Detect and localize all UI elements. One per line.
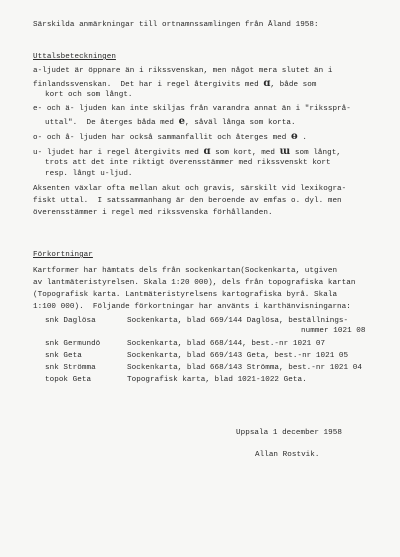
uttal-line-9: resp. långt u-ljud. <box>45 170 133 178</box>
signature-name: Allan Rostvik. <box>255 451 320 459</box>
document-title: Särskilda anmärkningar till ortnamnssamlingen från Åland 1958: <box>33 21 319 29</box>
forkortningar-line-3: (Topografisk karta. Lantmäteristyrelsens kartografiska byrå. Skala <box>33 291 338 299</box>
uttal-line-12: överensstämmer i regel med rikssvenska förhållanden. <box>33 209 273 217</box>
abbr-description: Sockenkarta, blad 669/144 Daglösa, beställnings- <box>127 317 349 325</box>
forkortningar-line-4: 1:100 000). Följande förkortningar har använts i karthänvisningarna: <box>33 303 351 311</box>
uttal-line-8: trots att det inte riktigt överensstämmer med rikssvenskt kort <box>45 159 331 167</box>
abbr-description: Topografisk karta, blad 1021-1022 Geta. <box>127 376 307 384</box>
abbr-description: nummer 1021 08 <box>301 327 366 335</box>
phonetic-a-glyph: ɑ <box>263 78 271 89</box>
phonetic-u-long-glyph: ɯ <box>279 146 291 157</box>
phonetic-u-short-glyph: ɑ <box>203 146 211 157</box>
abbr-description: Sockenkarta, blad 668/144, best.-nr 1021 07 <box>127 340 326 348</box>
uttal-line-1: a-ljudet är öppnare än i rikssvenskan, men något mera slutet än i <box>33 67 333 75</box>
forkortningar-line-2: av lantmäteristyrelsen. Skala 1:20 000), dels från topografiska kartan <box>33 279 356 287</box>
abbr-term: snk Geta <box>45 352 82 360</box>
uttal-line-7: u- ljudet har i regel återgivits med ɑ som kort, med ɯ som långt, <box>33 146 341 157</box>
uttal-line-11: fiskt uttal. I satssammanhang är den beroende av emfas o. dyl. men <box>33 197 342 205</box>
abbr-description: Sockenkarta, blad 669/143 Geta, best.-nr 1021 05 <box>127 352 349 360</box>
forkortningar-line-1: Kartformer har hämtats dels från sockenkartan(Sockenkarta, utgiven <box>33 267 338 275</box>
abbr-term: topok Geta <box>45 376 92 384</box>
uttal-line-4: e- och ä- ljuden kan inte skiljas från varandra annat än i "rikssprå- <box>33 105 351 113</box>
uttal-line-5: uttal". De återges båda med e, såväl långa som korta. <box>45 116 296 127</box>
abbr-term: snk Daglösa <box>45 317 96 325</box>
uttal-line-10: Aksenten växlar ofta mellan akut och gravis, särskilt vid lexikogra- <box>33 185 347 193</box>
signature-place-date: Uppsala 1 december 1958 <box>236 429 342 437</box>
phonetic-e-glyph: e <box>178 116 186 127</box>
section-heading-forkortningar: Förkortningar <box>33 251 93 259</box>
abbr-term: snk Germundö <box>45 340 101 348</box>
abbr-term: snk Strömma <box>45 364 96 372</box>
phonetic-o-glyph: ɵ <box>291 131 298 142</box>
section-heading-uttal: Uttalsbeteckningen <box>33 53 116 61</box>
abbr-description: Sockenkarta, blad 668/143 Strömma, best.-nr 1021 04 <box>127 364 362 372</box>
uttal-line-6: o- och å- ljuden har också sammanfallit och återges med ɵ . <box>33 131 307 142</box>
uttal-line-3: kort och som långt. <box>45 91 133 99</box>
uttal-line-2: finlandssvenskan. Det har i regel återgivits med ɑ, både som <box>33 78 317 89</box>
